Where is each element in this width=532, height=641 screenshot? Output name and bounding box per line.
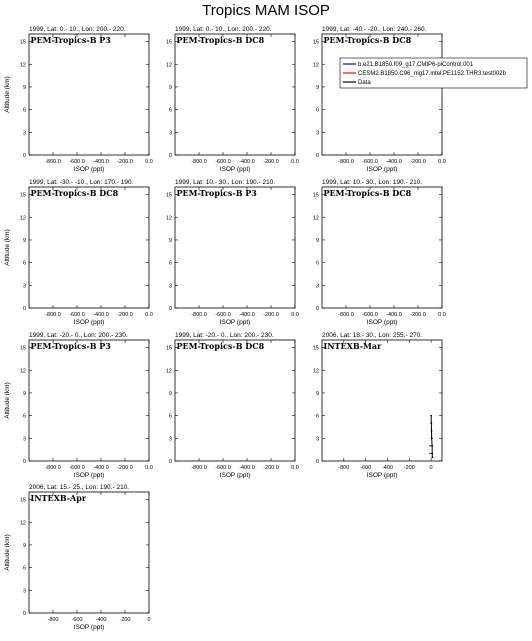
panel-title: 1999, Lat: -20.- 0., Lon: 200.- 230. [175, 332, 274, 339]
y-tick-label: 9 [168, 237, 172, 244]
y-axis-label: Altitude (km) [4, 382, 11, 419]
x-tick-label: -800 [47, 617, 59, 623]
legend-label: CESM2.B1850.C96_mg17.intel.PE1152.THR3.test002b [358, 71, 506, 77]
legend-label: Data [358, 80, 371, 86]
panel-10 [4, 484, 151, 631]
x-tick-label: -800.0 [338, 312, 354, 318]
x-tick-label: -400.0 [386, 312, 402, 318]
x-tick-label: -600 [360, 465, 372, 471]
x-tick-label: -600 [71, 617, 83, 623]
x-tick-label: -400 [95, 617, 107, 623]
panel-3 [313, 26, 446, 173]
y-tick-label: 3 [168, 283, 172, 290]
y-tick-label: 6 [168, 107, 172, 114]
x-tick-label: -600.0 [362, 312, 378, 318]
y-tick-label: 15 [312, 39, 319, 46]
x-tick-label: -400 [381, 465, 393, 471]
campaign-label: PEM-Tropics-B DC8 [176, 35, 265, 45]
plot-frame [29, 492, 149, 613]
y-tick-label: 6 [168, 413, 172, 420]
y-tick-label: 9 [22, 542, 26, 549]
y-axis-label: Altitude (km) [4, 229, 11, 266]
y-tick-label: 9 [168, 390, 172, 397]
y-tick-label: 3 [168, 436, 172, 443]
x-tick-label: -400.0 [386, 159, 402, 165]
data-point [430, 422, 432, 424]
campaign-label: PEM-Tropics-B P3 [30, 35, 111, 45]
x-tick-label: 0 [429, 465, 433, 471]
x-tick-label: 0.0 [291, 159, 299, 165]
x-tick-label: -800.0 [45, 312, 61, 318]
plot-frame [322, 34, 442, 155]
y-tick-label: 15 [165, 192, 172, 199]
x-tick-label: -200 [119, 617, 131, 623]
y-tick-label: 3 [22, 436, 26, 443]
y-tick-label: 6 [315, 260, 319, 267]
x-axis-label: ISOP (ppt) [73, 624, 105, 631]
y-tick-label: 15 [19, 497, 26, 504]
y-tick-label: 15 [165, 39, 172, 46]
y-tick-label: 6 [315, 413, 319, 420]
plot-frame [29, 34, 149, 155]
y-tick-label: 9 [22, 84, 26, 91]
panel-title: 1999, Lat: 0.- 10., Lon: 200.- 220. [29, 26, 126, 33]
y-tick-label: 15 [312, 345, 319, 352]
panel-title: 1999, Lat: 10.- 30., Lon: 190.- 210. [322, 179, 423, 186]
y-tick-label: 0 [22, 306, 26, 312]
panel-title: 1999, Lat: -30.- -10., Lon: 170.- 190. [29, 179, 134, 186]
x-tick-label: -400.0 [239, 312, 255, 318]
y-tick-label: 12 [19, 62, 26, 69]
data-point [431, 430, 433, 432]
campaign-label: PEM-Tropics-B DC8 [30, 188, 119, 198]
y-tick-label: 15 [19, 192, 26, 199]
y-tick-label: 6 [22, 565, 26, 572]
y-tick-label: 6 [168, 260, 172, 267]
x-tick-label: -600.0 [215, 312, 231, 318]
y-tick-label: 0 [22, 611, 26, 617]
x-tick-label: 0.0 [438, 159, 446, 165]
plot-frame [175, 34, 295, 155]
y-tick-label: 12 [165, 368, 172, 375]
x-tick-label: 0.0 [145, 312, 153, 318]
y-tick-label: 0 [168, 153, 172, 159]
x-tick-label: -400.0 [239, 159, 255, 165]
y-tick-label: 9 [168, 84, 172, 91]
legend [340, 58, 527, 88]
x-tick-label: -200.0 [410, 159, 426, 165]
plot-frame [29, 340, 149, 461]
y-tick-label: 9 [22, 237, 26, 244]
plot-frame [175, 340, 295, 461]
y-tick-label: 12 [19, 368, 26, 375]
y-tick-label: 12 [19, 215, 26, 222]
panel-title: 2006, Lat: 18.- 30., Lon: 255.- 270. [322, 332, 423, 339]
y-tick-label: 3 [22, 283, 26, 290]
y-tick-label: 9 [315, 84, 319, 91]
panel-7 [4, 332, 153, 479]
campaign-label: PEM-Tropics-B DC8 [176, 341, 265, 351]
y-tick-label: 0 [22, 153, 26, 159]
y-tick-label: 12 [312, 62, 319, 69]
campaign-label: INTEXB-Apr [30, 493, 87, 503]
panel-1 [4, 26, 153, 173]
x-tick-label: -200.0 [117, 159, 133, 165]
x-tick-label: -600.0 [69, 312, 85, 318]
x-tick-label: 0.0 [145, 465, 153, 471]
x-tick-label: 0.0 [291, 465, 299, 471]
y-tick-label: 0 [315, 153, 319, 159]
campaign-label: PEM-Tropics-B DC8 [323, 35, 412, 45]
y-tick-label: 6 [22, 107, 26, 114]
y-tick-label: 6 [315, 107, 319, 114]
x-tick-label: -600.0 [69, 465, 85, 471]
x-tick-label: -800.0 [191, 312, 207, 318]
y-tick-label: 3 [315, 283, 319, 290]
x-tick-label: 0 [147, 617, 151, 623]
campaign-label: INTEXB-Mar [323, 341, 382, 351]
x-tick-label: -600.0 [69, 159, 85, 165]
x-tick-label: -200.0 [263, 312, 279, 318]
x-axis-label: ISOP (ppt) [73, 166, 105, 173]
panel-9 [313, 332, 442, 479]
plot-frame [322, 340, 442, 461]
panel-4 [4, 179, 153, 326]
y-tick-label: 12 [312, 215, 319, 222]
x-axis-label: ISOP (ppt) [219, 166, 251, 173]
panel-title: 1999, Lat: 0.- 10., Lon: 200.- 220. [175, 26, 272, 33]
x-tick-label: 0.0 [438, 312, 446, 318]
panel-title: 1999, Lat: 10.- 30., Lon: 190.- 210. [175, 179, 276, 186]
x-tick-label: -400.0 [93, 159, 109, 165]
y-tick-label: 15 [19, 345, 26, 352]
campaign-label: PEM-Tropics-B P3 [30, 341, 111, 351]
data-point [431, 437, 433, 439]
y-tick-label: 0 [22, 459, 26, 465]
y-tick-label: 0 [168, 306, 172, 312]
x-tick-label: 0.0 [291, 312, 299, 318]
y-tick-label: 12 [312, 368, 319, 375]
x-tick-label: -200 [403, 465, 415, 471]
data-point [432, 456, 434, 458]
y-tick-label: 15 [312, 192, 319, 199]
x-tick-label: -600.0 [215, 159, 231, 165]
x-axis-label: ISOP (ppt) [366, 319, 398, 326]
x-tick-label: -200.0 [410, 312, 426, 318]
y-tick-label: 9 [22, 390, 26, 397]
panel-5 [166, 179, 299, 326]
x-tick-label: -200.0 [117, 312, 133, 318]
x-tick-label: -200.0 [117, 465, 133, 471]
data-point [430, 415, 432, 417]
y-tick-label: 9 [315, 390, 319, 397]
x-tick-label: -400.0 [239, 465, 255, 471]
x-tick-label: -800.0 [45, 159, 61, 165]
x-axis-label: ISOP (ppt) [366, 472, 398, 479]
x-axis-label: ISOP (ppt) [366, 166, 398, 173]
x-tick-label: -200.0 [263, 465, 279, 471]
y-tick-label: 3 [22, 130, 26, 137]
y-tick-label: 15 [165, 345, 172, 352]
panel-title: 1999, Lat: -20.- 0., Lon: 200.- 230. [29, 332, 128, 339]
x-tick-label: -800.0 [45, 465, 61, 471]
panel-title: 2006, Lat: 15.- 25., Lon: 190.- 210. [29, 484, 130, 491]
y-tick-label: 3 [315, 130, 319, 137]
x-tick-label: -200.0 [263, 159, 279, 165]
plot-frame [322, 187, 442, 308]
y-axis-label: Altitude (km) [4, 534, 11, 571]
y-tick-label: 12 [165, 215, 172, 222]
panel-8 [166, 332, 299, 479]
y-tick-label: 0 [315, 306, 319, 312]
y-tick-label: 3 [168, 130, 172, 137]
panel-2 [166, 26, 299, 173]
x-tick-label: -600.0 [215, 465, 231, 471]
y-tick-label: 3 [22, 588, 26, 595]
campaign-label: PEM-Tropics-B DC8 [323, 188, 412, 198]
x-tick-label: -800.0 [191, 465, 207, 471]
y-tick-label: 12 [19, 520, 26, 527]
y-tick-label: 3 [315, 436, 319, 443]
y-tick-label: 0 [168, 459, 172, 465]
series-line-data [431, 416, 432, 458]
x-tick-label: -600.0 [362, 159, 378, 165]
panel-6 [313, 179, 446, 326]
panel-title: 1999, Lat: -40.- -20., Lon: 240.- 260. [322, 26, 427, 33]
x-tick-label: -400.0 [93, 312, 109, 318]
x-axis-label: ISOP (ppt) [219, 472, 251, 479]
y-tick-label: 0 [315, 459, 319, 465]
x-axis-label: ISOP (ppt) [73, 319, 105, 326]
x-tick-label: -800 [338, 465, 350, 471]
y-tick-label: 6 [22, 260, 26, 267]
y-tick-label: 15 [19, 39, 26, 46]
x-tick-label: -800.0 [191, 159, 207, 165]
plot-frame [29, 187, 149, 308]
y-tick-label: 9 [315, 237, 319, 244]
x-axis-label: ISOP (ppt) [73, 472, 105, 479]
y-tick-label: 12 [165, 62, 172, 69]
x-axis-label: ISOP (ppt) [219, 319, 251, 326]
x-tick-label: 0.0 [145, 159, 153, 165]
figure-title: Tropics MAM ISOP [202, 2, 330, 19]
legend-label: b.e21.B1850.f09_g17.CMIP6-piControl.001 [358, 62, 474, 68]
campaign-label: PEM-Tropics-B P3 [176, 188, 257, 198]
x-tick-label: -400.0 [93, 465, 109, 471]
y-axis-label: Altitude (km) [4, 76, 11, 113]
y-tick-label: 6 [22, 413, 26, 420]
plot-frame [175, 187, 295, 308]
x-tick-label: -800.0 [338, 159, 354, 165]
